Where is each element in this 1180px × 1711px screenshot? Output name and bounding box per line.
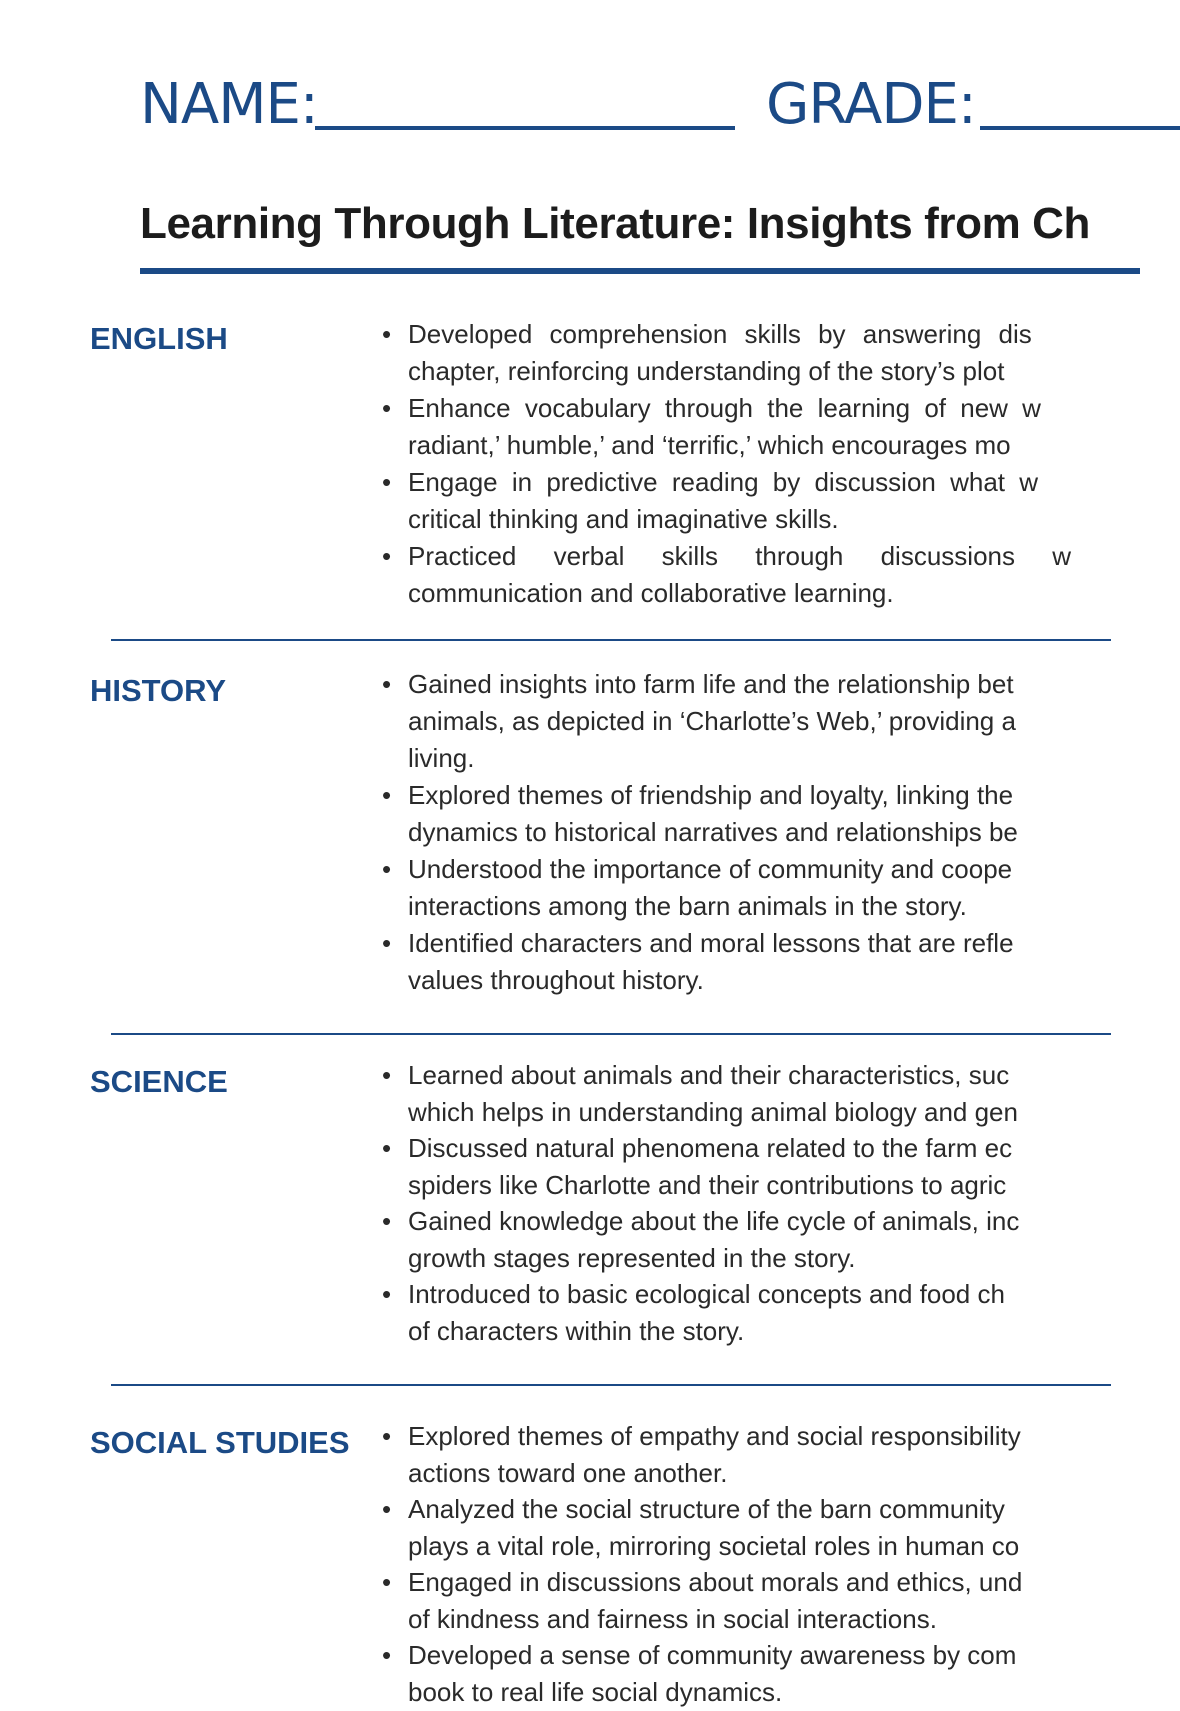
bullet-icon: • [382, 1206, 392, 1236]
bullet-icon: • [382, 1494, 392, 1524]
bullet-text-line: Explored themes of empathy and social responsibility [408, 1421, 1021, 1451]
list-item [382, 1203, 1108, 1276]
bullet-text-line: growth stages represented in the story. [408, 1243, 856, 1273]
bullet-icon: • [382, 467, 392, 497]
bullet-text-line: Learned about animals and their characteristics, suc [408, 1060, 1010, 1090]
section-label: SCIENCE [90, 1064, 228, 1099]
list-item [382, 925, 1108, 999]
bullet-text-line: Explored themes of friendship and loyalty, linking the [408, 780, 1014, 810]
title-rule [140, 268, 1140, 274]
bullet-text-line: Developed comprehension skills by answering dis [408, 319, 1032, 349]
bullet-icon: • [382, 541, 392, 571]
bullet-icon: • [382, 1133, 392, 1163]
bullet-text-line: actions toward one another. [408, 1458, 728, 1488]
list-item [382, 464, 1108, 538]
bullet-icon: • [382, 854, 392, 884]
bullet-list [382, 666, 1108, 999]
bullet-text-line: Developed a sense of community awareness by com [408, 1640, 1017, 1670]
bullet-text-line: which helps in understanding animal biology and gen [408, 1097, 1018, 1127]
list-item [382, 1057, 1108, 1130]
name-label: NAME: [140, 72, 318, 137]
bullet-text-line: radiant,’ humble,’ and ‘terrific,’ which encourages mo [408, 430, 1011, 460]
bullet-icon: • [382, 1060, 392, 1090]
bullet-list [382, 1057, 1108, 1349]
section-label: SOCIAL STUDIES [90, 1425, 350, 1460]
bullet-icon: • [382, 1640, 392, 1670]
bullet-text-line: Analyzed the social structure of the barn community [408, 1494, 1005, 1524]
bullet-text-line: dynamics to historical narratives and relationships be [408, 817, 1018, 847]
list-item [382, 390, 1108, 464]
bullet-list [382, 1418, 1108, 1710]
list-item [382, 538, 1108, 612]
bullet-list [382, 316, 1108, 612]
bullet-text-line: Practiced verbal skills through discussions w [408, 541, 1071, 571]
grade-label: GRADE: [766, 72, 976, 137]
bullet-text-line: critical thinking and imaginative skills. [408, 504, 839, 534]
list-item [382, 316, 1108, 390]
header-row [140, 72, 1140, 142]
bullet-text-line: of kindness and fairness in social interactions. [408, 1604, 937, 1634]
bullet-icon: • [382, 928, 392, 958]
list-item [382, 666, 1108, 777]
bullet-icon: • [382, 319, 392, 349]
bullet-text-line: Gained insights into farm life and the relationship bet [408, 669, 1014, 699]
bullet-text-line: Enhance vocabulary through the learning of new w [408, 393, 1041, 423]
section-label: ENGLISH [90, 321, 228, 356]
bullet-icon: • [382, 1421, 392, 1451]
section-divider [111, 639, 1111, 641]
list-item [382, 851, 1108, 925]
list-item [382, 1637, 1108, 1710]
bullet-icon: • [382, 1279, 392, 1309]
list-item [382, 1491, 1108, 1564]
list-item [382, 777, 1108, 851]
bullet-text-line: living. [408, 743, 475, 773]
section-label: HISTORY [90, 673, 227, 708]
bullet-text-line: animals, as depicted in ‘Charlotte’s Web,’ providing a [408, 706, 1016, 736]
bullet-text-line: Introduced to basic ecological concepts and food ch [408, 1279, 1005, 1309]
bullet-text-line: Gained knowledge about the life cycle of animals, inc [408, 1206, 1020, 1236]
bullet-text-line: interactions among the barn animals in the story. [408, 891, 967, 921]
bullet-text-line: chapter, reinforcing understanding of the story’s plot [408, 356, 1005, 386]
name-blank-line[interactable] [315, 126, 735, 130]
bullet-text-line: Discussed natural phenomena related to the farm ec [408, 1133, 1013, 1163]
bullet-text-line: of characters within the story. [408, 1316, 745, 1346]
bullet-text-line: Engaged in discussions about morals and ethics, und [408, 1567, 1023, 1597]
section-divider [111, 1033, 1111, 1035]
bullet-text-line: Identified characters and moral lessons that are refle [408, 928, 1014, 958]
bullet-text-line: plays a vital role, mirroring societal roles in human co [408, 1531, 1020, 1561]
bullet-text-line: book to real life social dynamics. [408, 1677, 783, 1707]
bullet-text-line: Understood the importance of community and coope [408, 854, 1013, 884]
bullet-icon: • [382, 1567, 392, 1597]
bullet-text-line: communication and collaborative learning. [408, 578, 894, 608]
section-divider [111, 1384, 1111, 1386]
list-item [382, 1276, 1108, 1349]
grade-blank-line[interactable] [980, 126, 1180, 130]
list-item [382, 1418, 1108, 1491]
bullet-icon: • [382, 669, 392, 699]
bullet-text-line: Engage in predictive reading by discussion what w [408, 467, 1039, 497]
bullet-text-line: spiders like Charlotte and their contributions to agric [408, 1170, 1007, 1200]
list-item [382, 1130, 1108, 1203]
bullet-icon: • [382, 780, 392, 810]
bullet-icon: • [382, 393, 392, 423]
page-title: Learning Through Literature: Insights from Ch [140, 199, 1091, 248]
bullet-text-line: values throughout history. [408, 965, 704, 995]
list-item [382, 1564, 1108, 1637]
